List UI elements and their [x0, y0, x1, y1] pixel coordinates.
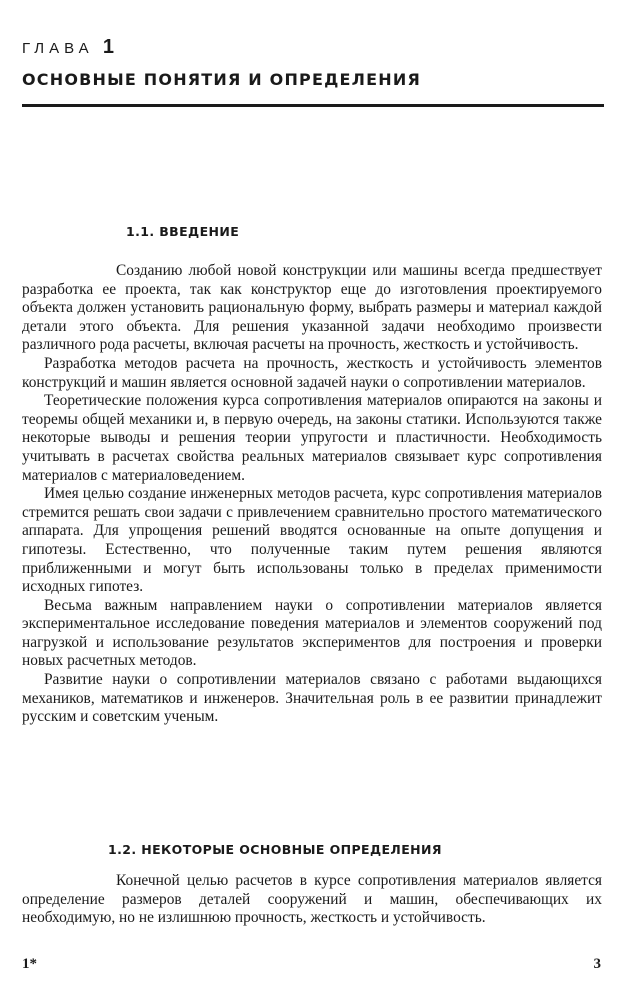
section-title-definitions: 1.2. НЕКОТОРЫЕ ОСНОВНЫЕ ОПРЕДЕЛЕНИЯ — [108, 842, 442, 857]
chapter-title: ОСНОВНЫЕ ПОНЯТИЯ И ОПРЕДЕЛЕНИЯ — [22, 70, 422, 89]
paragraph: Конечной целью расчетов в курсе сопротивления материалов является определение размеров деталей сооружений и машин, обеспечивающих их необходимую, но не излишнюю прочность, жесткость и устойчивость. — [22, 872, 602, 927]
paragraph: Весьма важным направлением науки о сопротивлении материалов является экспериментальное исследование поведения материалов и элементов сооружений под нагрузкой и использование результатов экспериментов для построения и проверки новых расчетных методов. — [22, 596, 602, 670]
section-body-definitions — [22, 872, 602, 928]
chapter-label — [22, 36, 114, 59]
printer-signature: 1* — [22, 956, 37, 972]
paragraph: Созданию любой новой конструкции или машины всегда предшествует разработка ее проекта, так как конструктор еще до изготовления проектируемого объекта должен установить рациональную форму, выбрать размеры и материал каждой детали этого объекта. Для решения указанной задачи необходимо произвести различного рода расчеты, включая расчеты на прочность, жесткость и устойчивость. — [22, 262, 602, 354]
chapter-number: 1 — [102, 36, 114, 58]
paragraph: Развитие науки о сопротивлении материалов связано с работами выдающихся механиков, математиков и инженеров. Значительная роль в ее развитии принадлежит русским и советским ученым. — [22, 671, 602, 726]
chapter-label-word: ГЛАВА — [22, 40, 94, 57]
paragraph: Теоретические положения курса сопротивления материалов опираются на законы и теоремы общей механики и, в первую очередь, на законы статики. Используются также некоторые выводы и решения теории упругости и пластичности. Необходимость учитывать в расчетах свойства реальных материалов связывает курс сопротивления материалов с материаловедением. — [22, 392, 602, 484]
paragraph: Разработка методов расчета на прочность, жесткость и устойчивость элементов конструкций и машин является основной задачей науки о сопротивлении материалов. — [22, 354, 602, 391]
paragraph: Имея целью создание инженерных методов расчета, курс сопротивления материалов стремится решать свои задачи с привлечением сравнительно простого математического аппарата. Для упрощения решений вводятся основанные на опыте допущения и гипотезы. Естественно, что полученные таким путем решения являются приближенными и могут быть использованы только в пределах применимости исходных гипотез. — [22, 485, 602, 596]
section-body-introduction — [22, 262, 602, 727]
section-title-introduction: 1.1. ВВЕДЕНИЕ — [126, 224, 240, 239]
page-number: 3 — [593, 956, 601, 972]
chapter-rule — [22, 104, 604, 107]
